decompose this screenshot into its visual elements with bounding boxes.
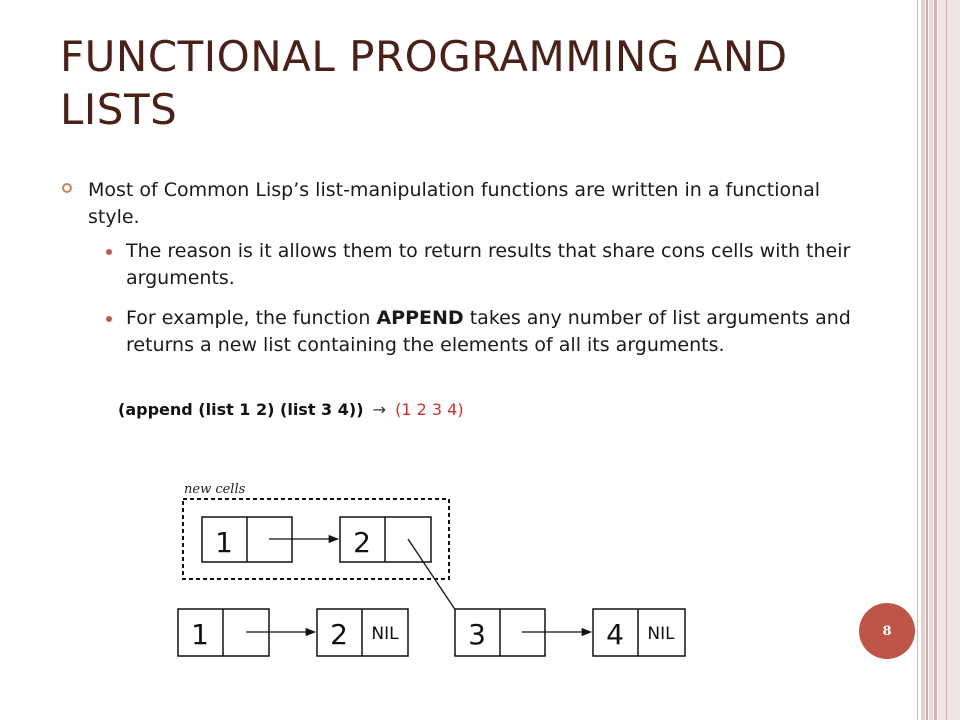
example-suffix: takes any number of list arguments and returns a new list containing the elements of all its arguments. bbox=[126, 307, 851, 356]
cell-value: 1 bbox=[191, 618, 209, 651]
nil-label: NIL bbox=[647, 624, 675, 644]
decor-stripe bbox=[917, 0, 918, 720]
cons-cell-4 bbox=[593, 609, 685, 656]
sub-bullet-reason-text: The reason is it allows them to return results that share cons cells with their arguments. bbox=[126, 240, 851, 289]
cell-value: 4 bbox=[606, 618, 624, 651]
code-expression: (append (list 1 2) (list 3 4)) bbox=[118, 400, 364, 419]
cell-value: 1 bbox=[215, 526, 233, 559]
sub-bullet-example bbox=[106, 305, 866, 359]
cell-value: 2 bbox=[353, 526, 371, 559]
append-keyword: APPEND bbox=[376, 307, 464, 329]
decor-stripe bbox=[929, 0, 933, 720]
bullet-main-text: Most of Common Lisp’s list-manipulation functions are written in a functional style. bbox=[88, 179, 821, 228]
page-number-badge: 8 bbox=[859, 603, 915, 659]
sub-bullet-example-text bbox=[126, 305, 866, 359]
code-example bbox=[118, 398, 464, 422]
cell-value: 3 bbox=[468, 618, 486, 651]
cons-cell-2 bbox=[317, 609, 408, 656]
ring-bullet-icon bbox=[62, 183, 72, 193]
slide-title: FUNCTIONAL PROGRAMMING AND LISTS bbox=[60, 32, 788, 134]
cell-value: 2 bbox=[330, 618, 348, 651]
nil-label: NIL bbox=[371, 624, 399, 644]
dot-bullet-icon bbox=[106, 249, 112, 255]
new-cells-label: new cells bbox=[184, 482, 246, 497]
bullet-main bbox=[62, 177, 872, 231]
decor-stripe bbox=[921, 0, 925, 720]
decor-stripe bbox=[938, 0, 960, 720]
example-prefix: For example, the function bbox=[126, 307, 377, 329]
decor-stripe bbox=[926, 0, 928, 720]
sub-bullet-reason bbox=[106, 238, 866, 292]
cons-cell-diagram bbox=[176, 476, 696, 666]
dot-bullet-icon bbox=[106, 316, 112, 322]
decor-stripe bbox=[934, 0, 937, 720]
decor-stripe bbox=[946, 0, 947, 720]
code-result: (1 2 3 4) bbox=[395, 400, 464, 419]
arrow-icon: → bbox=[372, 400, 387, 419]
new-cons-cell-2 bbox=[340, 517, 431, 562]
